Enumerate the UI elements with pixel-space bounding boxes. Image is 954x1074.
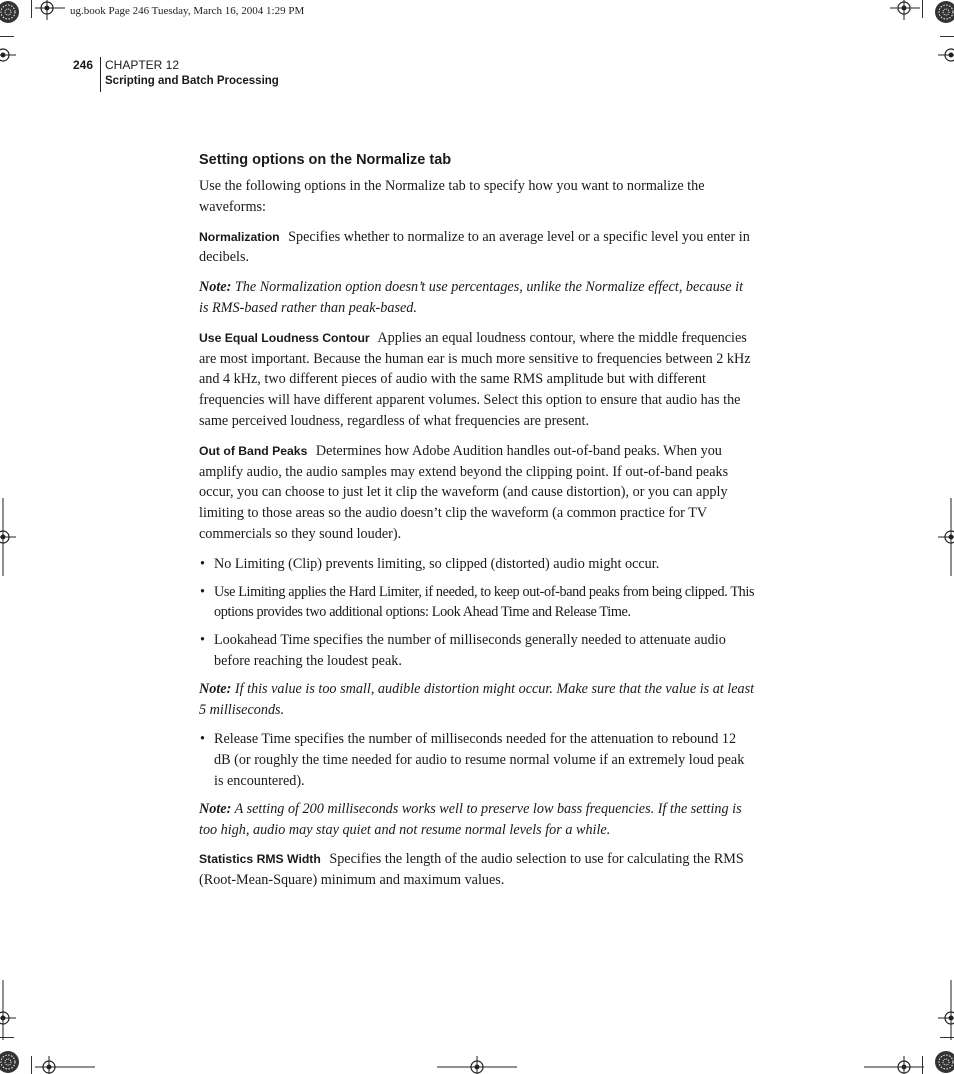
- registration-mark-icon: [0, 980, 16, 1040]
- option-term: Normalization: [199, 229, 280, 244]
- note-text: A setting of 200 milliseconds works well to preserve low bass frequencies. If the setting is too high, audio may stay quiet and not resume normal levels for a while.: [199, 800, 742, 838]
- note-label: Note:: [199, 680, 232, 697]
- bullet-list: [199, 554, 755, 672]
- crop-mark: [922, 0, 923, 18]
- statistics-option: [199, 849, 755, 891]
- page-body: [199, 150, 755, 900]
- option-description: Specifies the length of the audio selection to use for calculating the RMS (Root-Mean-Square) minimum and maximum values.: [199, 851, 744, 889]
- page-number: 246: [73, 58, 94, 72]
- registration-mark-icon: [938, 44, 954, 94]
- registration-mark-icon: [938, 980, 954, 1040]
- note-text: If this value is too small, audible distortion might occur. Make sure that the value is at least 5 milliseconds.: [199, 680, 755, 718]
- starburst-mark-icon: [934, 1048, 954, 1074]
- option-term: Statistics RMS Width: [199, 852, 321, 867]
- crop-mark: [0, 36, 14, 37]
- out-of-band-option: [199, 441, 755, 545]
- print-slug: ug.book Page 246 Tuesday, March 16, 2004 1:29 PM: [70, 5, 305, 17]
- equal-loudness-option: [199, 328, 755, 432]
- option-description: Determines how Adobe Audition handles out-of-band peaks. When you amplify audio, the audio samples may extend beyond the clipping point. If out-of-band peaks occur, you can choose to just let it clip the waveform (and cause distortion), or you can apply limiting to those areas so the audio doesn’t clip the waveform (a common practice for TV commercials so they sound louder).: [199, 442, 729, 542]
- starburst-mark-icon: [0, 0, 20, 26]
- crop-mark: [31, 0, 32, 18]
- intro-paragraph: Use the following options in the Normalize tab to specify how you want to normalize the waveforms:: [199, 178, 705, 215]
- option-term: Use Equal Loudness Contour: [199, 330, 370, 345]
- list-item: • Use Limiting applies the Hard Limiter, if needed, to keep out-of-band peaks from being clipped. This options provides two additional options: Look Ahead Time and Release Time.: [199, 582, 755, 624]
- section-heading: Setting options on the Normalize tab: [199, 152, 452, 168]
- normalization-option: [199, 227, 755, 269]
- chapter-label: CHAPTER 12: [105, 58, 180, 72]
- list-item: • No Limiting (Clip) prevents limiting, so clipped (distorted) audio might occur.: [199, 554, 755, 575]
- note-label: Note:: [199, 800, 232, 817]
- note-label: Note:: [199, 279, 232, 296]
- registration-mark-icon: [890, 0, 920, 20]
- registration-mark-icon: [864, 1056, 924, 1074]
- starburst-mark-icon: [0, 1048, 20, 1074]
- list-item: • Release Time specifies the number of milliseconds needed for the attenuation to rebound 12 dB (or roughly the time needed for audio to resume normal volume if an extremely loud peak is encountered).: [199, 729, 755, 791]
- bullet-list: [199, 729, 755, 791]
- note-text: The Normalization option doesn’t use percentages, unlike the Normalize effect, because it is RMS-based rather than peak-based.: [199, 279, 744, 316]
- registration-mark-icon: [35, 0, 65, 20]
- registration-mark-icon: [938, 498, 954, 576]
- option-description: Applies an equal loudness contour, where the middle frequencies are most important. Because the human ear is much more sensitive to frequencies between 2 kHz and 4 kHz, two different pieces of audio with the same RMS amplitude but with different frequencies will have different apparent volumes. Select this option to ensure that audio has the same perceived loudness, regardless of what frequencies are present.: [199, 329, 751, 429]
- note: [199, 679, 755, 721]
- crop-mark: [31, 1056, 32, 1074]
- header-divider: [100, 57, 101, 92]
- option-description: Specifies whether to normalize to an average level or a specific level you enter in decibels.: [199, 228, 750, 266]
- note: [199, 277, 755, 319]
- registration-mark-icon: [35, 1056, 95, 1074]
- note: [199, 799, 755, 841]
- list-item: • Lookahead Time specifies the number of milliseconds generally needed to attenuate audio before reaching the loudest peak.: [199, 630, 755, 672]
- registration-mark-icon: [437, 1056, 517, 1074]
- crop-mark: [940, 36, 954, 37]
- chapter-title: Scripting and Batch Processing: [105, 75, 279, 87]
- registration-mark-icon: [0, 498, 16, 576]
- registration-mark-icon: [0, 44, 16, 94]
- starburst-mark-icon: [934, 0, 954, 26]
- option-term: Out of Band Peaks: [199, 443, 308, 458]
